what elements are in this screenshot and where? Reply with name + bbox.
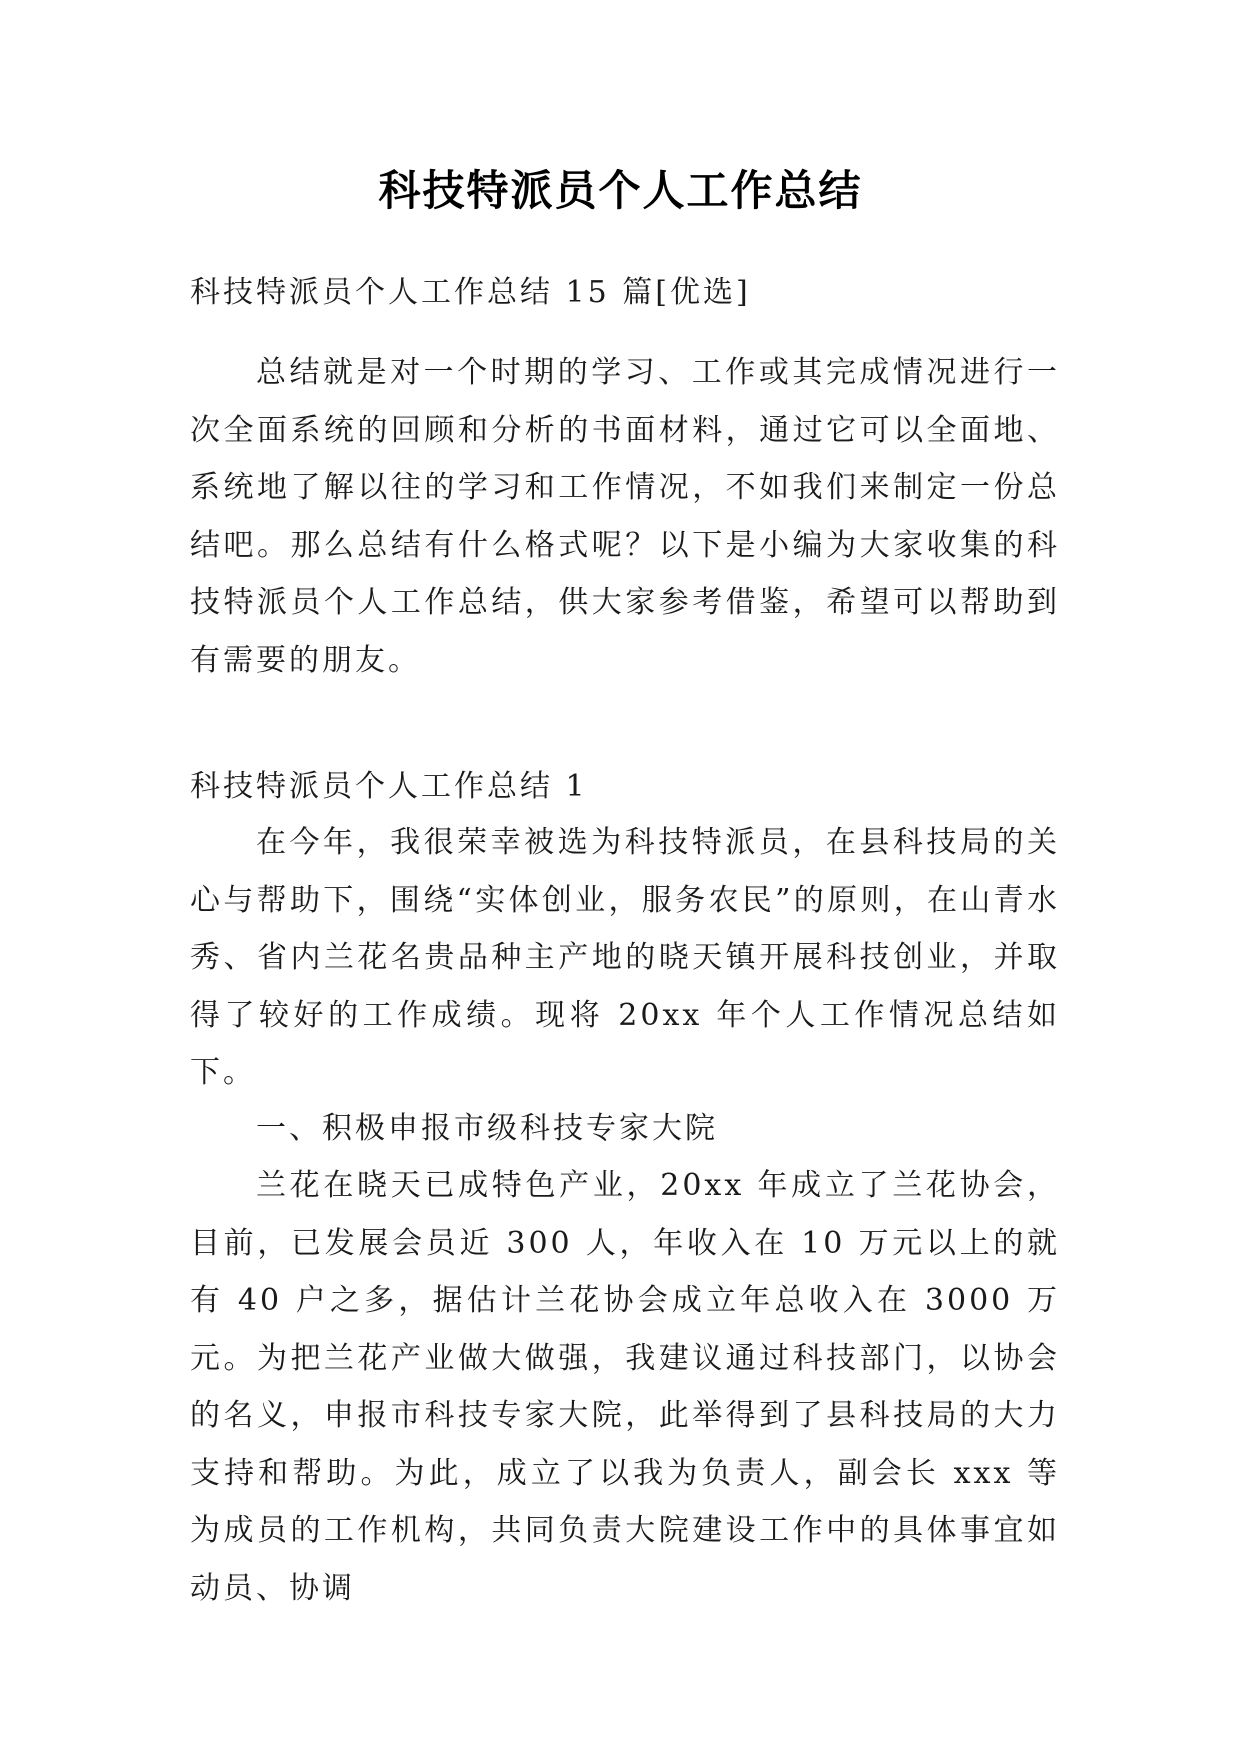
body-paragraph: 在今年，我很荣幸被选为科技特派员，在县科技局的关心与帮助下，围绕“实体创业，服务农民”的原则，在山青水秀、省内兰花名贵品种主产地的晓天镇开展科技创业，并取得了较好的工作成绩。现将 20xx 年个人工作情况总结如下。 [190,825,1060,1090]
intro-paragraph: 总结就是对一个时期的学习、工作或其完成情况进行一次全面系统的回顾和分析的书面材料，通过它可以全面地、系统地了解以往的学习和工作情况，不如我们来制定一份总结吧。那么总结有什么格式呢？以下是小编为大家收集的科技特派员个人工作总结，供大家参考借鉴，希望可以帮助到有需要的朋友。 [190,355,1060,678]
body-paragraph: 兰花在晓天已成特色产业，20xx 年成立了兰花协会，目前，已发展会员近 300 人，年收入在 10 万元以上的就有 40 户之多，据估计兰花协会成立年总收入在 3000 万元。为把兰花产业做大做强，我建议通过科技部门，以协会的名义，申报市科技专家大院，此举得到了县科技局的大力支持和帮助。为此，成立了以我为负责人，副会长 xxx 等为成员的工作机构，共同负责大院建设工作中的具体事宜如动员、协调 [190,1168,1060,1606]
document-subtitle: 科技特派员个人工作总结 15 篇[优选] [190,275,751,310]
subsection-heading: 一、积极申报市级科技专家大院 [256,1111,718,1146]
section-heading: 科技特派员个人工作总结 1 [190,769,588,804]
document-title: 科技特派员个人工作总结 [378,166,863,215]
